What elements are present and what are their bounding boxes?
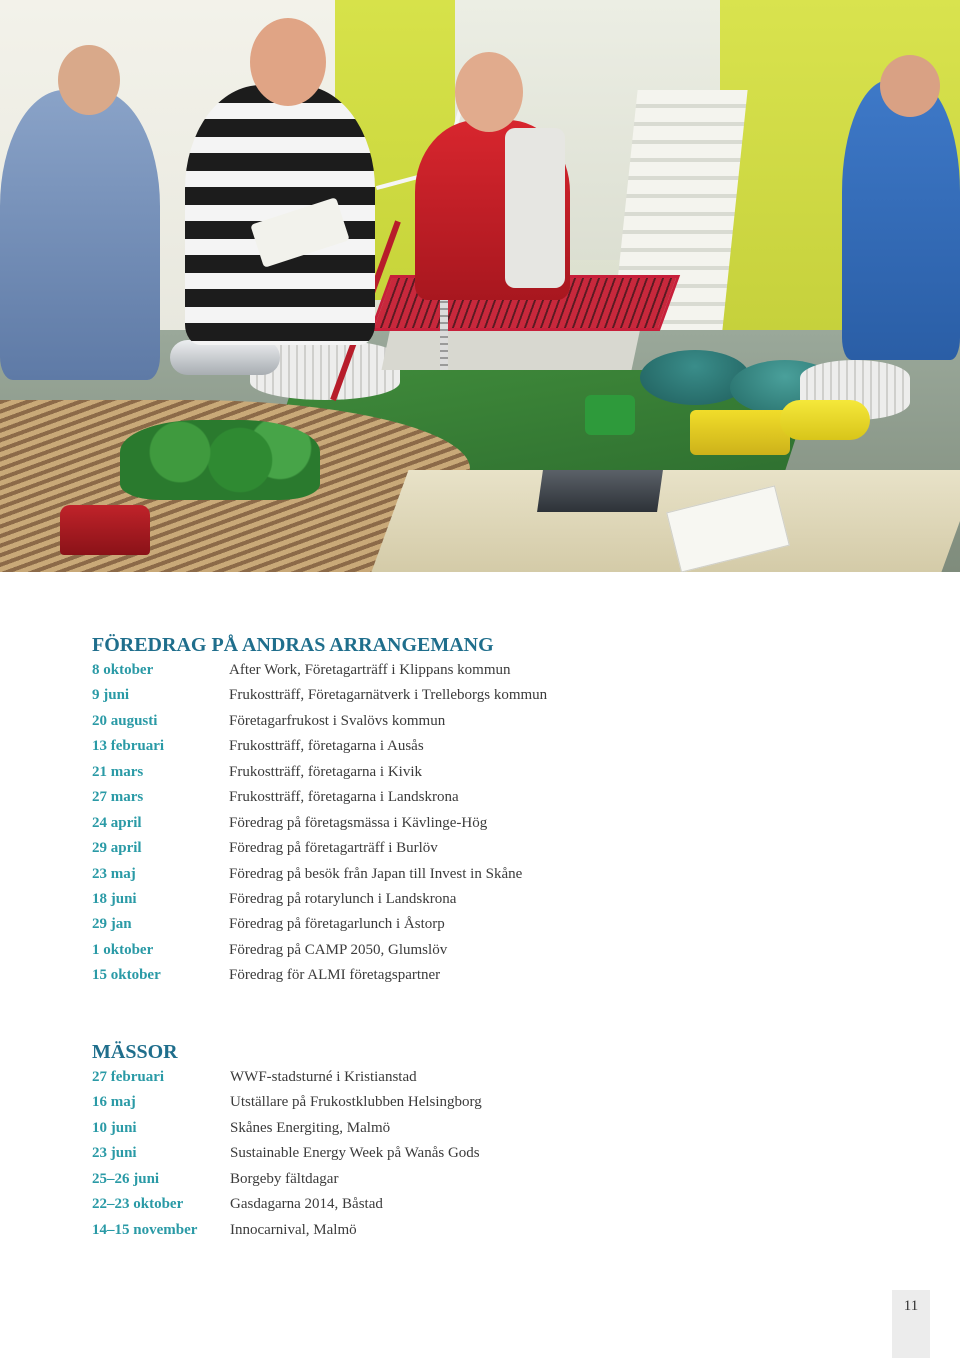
event-description: Frukostträff, företagarna i Ausås [229, 738, 424, 755]
list-item [92, 862, 912, 887]
event-description: Sustainable Energy Week på Wanås Gods [230, 1145, 480, 1162]
list-item [92, 658, 912, 683]
event-description: Frukostträff, Företagarnätverk i Trelleborgs kommun [229, 687, 548, 704]
event-description: Föredrag på företagarlunch i Åstorp [229, 916, 445, 933]
list-item [92, 1090, 912, 1115]
list-item [92, 760, 912, 785]
event-date: 18 juni [92, 890, 137, 907]
event-date: 29 april [92, 840, 142, 857]
event-date: 27 mars [92, 789, 144, 806]
list-item [92, 887, 912, 912]
event-date: 13 februari [92, 738, 165, 755]
event-description: Föredrag på CAMP 2050, Glumslöv [229, 941, 448, 958]
event-date: 15 oktober [92, 967, 161, 984]
list-item [92, 1218, 912, 1243]
list-item [92, 1167, 912, 1192]
event-description: Föredrag på besök från Japan till Invest in Skåne [229, 865, 523, 882]
event-description: Föredrag på rotarylunch i Landskrona [229, 890, 457, 907]
list-item [92, 683, 912, 708]
event-description: Gasdagarna 2014, Båstad [230, 1196, 383, 1213]
event-date: 24 april [92, 814, 142, 831]
list-item [92, 1141, 912, 1166]
event-date: 14–15 november [92, 1221, 198, 1238]
event-date: 23 juni [92, 1145, 137, 1162]
list-item [92, 811, 912, 836]
event-description: Frukostträff, företagarna i Kivik [229, 763, 423, 780]
event-description: After Work, Företagarträff i Klippans kommun [229, 662, 511, 678]
section-fairs [92, 1040, 912, 1243]
section-title: FÖREDRAG PÅ ANDRAS ARRANGEMANG [92, 634, 494, 656]
event-description: WWF-stadsturné i Kristianstad [230, 1069, 417, 1085]
page-number: 11 [903, 1298, 919, 1314]
event-date: 27 februari [92, 1069, 165, 1085]
event-date: 22–23 oktober [92, 1196, 184, 1213]
list-item [92, 709, 912, 734]
list-item [92, 734, 912, 759]
event-date: 20 augusti [92, 712, 158, 729]
event-description: Innocarnival, Malmö [230, 1221, 357, 1238]
event-date: 23 maj [92, 865, 136, 882]
event-date: 21 mars [92, 763, 144, 780]
event-description: Företagarfrukost i Svalövs kommun [229, 712, 446, 729]
list-item [92, 1192, 912, 1217]
list-item [92, 785, 912, 810]
model-tractor [60, 505, 150, 555]
section-lectures [92, 633, 912, 989]
event-date: 9 juni [92, 687, 130, 704]
list-item [92, 963, 912, 988]
page-number-box [892, 1290, 930, 1358]
event-description: Föredrag på företagarträff i Burlöv [229, 840, 438, 857]
event-description: Utställare på Frukostklubben Helsingborg [230, 1094, 482, 1111]
event-date: 29 jan [92, 916, 132, 933]
list-item [92, 836, 912, 861]
event-description: Föredrag på företagsmässa i Kävlinge-Hög [229, 814, 488, 831]
event-date: 10 juni [92, 1119, 137, 1136]
event-description: Frukostträff, företagarna i Landskrona [229, 789, 459, 806]
event-date: 8 oktober [92, 662, 154, 678]
event-description: Skånes Energiting, Malmö [230, 1119, 391, 1136]
fair-list [92, 1065, 912, 1243]
event-date: 16 maj [92, 1094, 136, 1111]
section-title: MÄSSOR [92, 1041, 178, 1063]
event-date: 25–26 juni [92, 1170, 160, 1187]
event-description: Föredrag för ALMI företagspartner [229, 967, 441, 984]
list-item [92, 912, 912, 937]
list-item [92, 1065, 912, 1090]
event-description: Borgeby fältdagar [230, 1170, 339, 1187]
header-photo [0, 0, 960, 572]
event-date: 1 oktober [92, 941, 154, 958]
list-item [92, 1116, 912, 1141]
lecture-list [92, 658, 912, 989]
list-item [92, 938, 912, 963]
